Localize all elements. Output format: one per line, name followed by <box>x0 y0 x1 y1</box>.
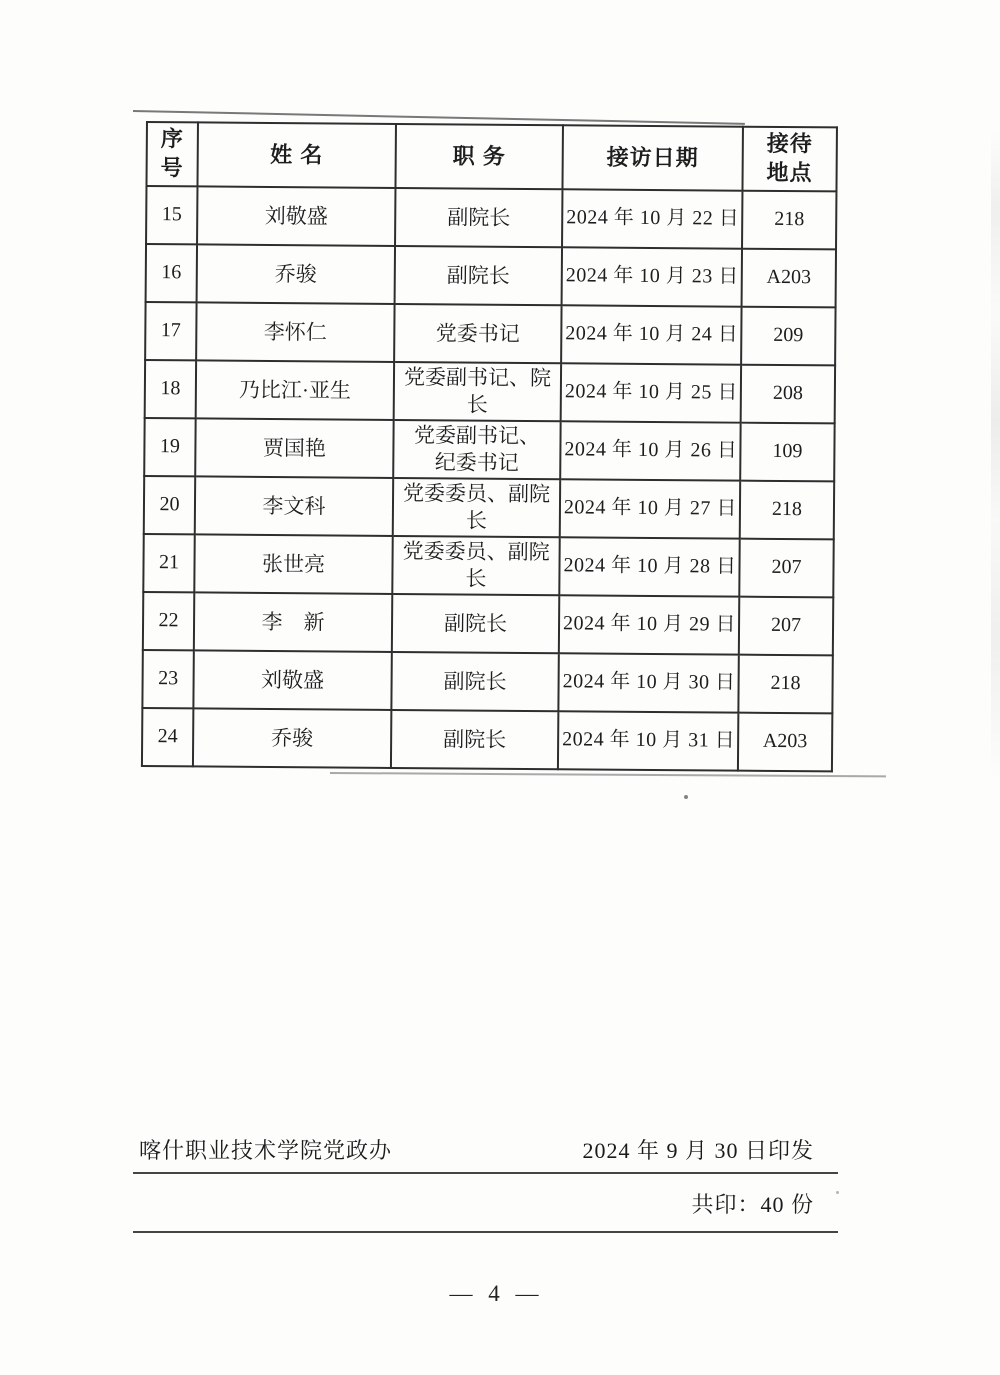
reception-schedule-table <box>141 121 838 772</box>
scan-speck <box>684 795 688 799</box>
name-cell: 刘敬盛 <box>193 650 391 710</box>
position-cell: 副院长 <box>392 594 559 653</box>
colophon-rule-bottom <box>133 1231 838 1233</box>
column-header-serial: 序号 <box>146 122 198 186</box>
serial-number-cell: 16 <box>146 244 197 302</box>
serial-number-cell: 21 <box>143 534 194 592</box>
visit-date-cell: 2024 年 10 月 25 日 <box>561 363 741 422</box>
colophon-copies-line <box>133 1174 838 1231</box>
serial-number-cell: 18 <box>145 360 196 418</box>
table-row <box>145 360 835 423</box>
location-cell: 208 <box>741 365 835 424</box>
serial-number-cell: 24 <box>142 708 193 766</box>
position-cell: 党委书记 <box>394 304 561 363</box>
print-date: 2024 年 9 月 30 日印发 <box>582 1138 814 1163</box>
visit-date-cell: 2024 年 10 月 31 日 <box>558 711 738 770</box>
serial-number-cell: 17 <box>145 302 196 360</box>
column-header-position: 职 务 <box>395 124 562 189</box>
location-cell: A203 <box>742 249 836 308</box>
table-row <box>144 476 834 539</box>
column-header-name: 姓 名 <box>197 122 395 188</box>
visit-date-cell: 2024 年 10 月 22 日 <box>562 189 742 248</box>
location-cell: 109 <box>740 423 834 482</box>
position-cell: 党委委员、副院 长 <box>392 536 559 595</box>
scan-edge-smudge <box>991 130 1000 780</box>
visit-date-cell: 2024 年 10 月 29 日 <box>559 595 739 654</box>
name-cell: 贾国艳 <box>195 418 393 478</box>
name-cell: 乃比江·亚生 <box>196 360 394 420</box>
location-cell: 218 <box>740 481 834 540</box>
table-row <box>143 592 833 655</box>
colophon-issue-line <box>133 1134 838 1172</box>
location-cell: 207 <box>739 597 833 656</box>
location-cell: A203 <box>738 713 832 772</box>
visit-date-cell: 2024 年 10 月 27 日 <box>560 479 740 538</box>
position-cell: 副院长 <box>391 710 558 769</box>
table-row <box>146 186 836 249</box>
name-cell: 张世亮 <box>194 534 392 594</box>
position-cell: 副院长 <box>395 188 562 247</box>
visit-date-cell: 2024 年 10 月 26 日 <box>560 421 740 480</box>
table-row <box>142 708 832 771</box>
location-cell: 209 <box>741 307 835 366</box>
column-header-location: 接待 地点 <box>742 127 836 192</box>
serial-number-cell: 23 <box>142 650 193 708</box>
visit-date-cell: 2024 年 10 月 28 日 <box>559 537 739 596</box>
position-cell: 党委副书记、 纪委书记 <box>393 420 560 479</box>
table-row <box>145 302 835 365</box>
visit-date-cell: 2024 年 10 月 23 日 <box>562 247 742 306</box>
name-cell: 李 新 <box>194 592 392 652</box>
location-cell: 218 <box>738 655 832 714</box>
name-cell: 乔骏 <box>197 244 395 304</box>
table-row <box>144 418 834 481</box>
visit-date-cell: 2024 年 10 月 24 日 <box>561 305 741 364</box>
table-row <box>143 534 833 597</box>
position-cell: 副院长 <box>391 652 558 711</box>
visit-date-cell: 2024 年 10 月 30 日 <box>558 653 738 712</box>
scan-artifact-bottom-line <box>330 772 886 777</box>
name-cell: 乔骏 <box>193 708 391 768</box>
name-cell: 李文科 <box>195 476 393 536</box>
page-number <box>0 1281 988 1307</box>
page-number-label: — 4 — <box>449 1281 539 1306</box>
serial-number-cell: 19 <box>144 418 195 476</box>
table-header-row <box>146 122 836 191</box>
serial-number-cell: 20 <box>144 476 195 534</box>
table-row <box>146 244 836 307</box>
reception-schedule-table-wrap <box>141 121 836 772</box>
serial-number-cell: 15 <box>146 186 197 244</box>
serial-number-cell: 22 <box>143 592 194 650</box>
column-header-visit-date: 接访日期 <box>562 125 742 190</box>
table-row <box>142 650 832 713</box>
issuing-office: 喀什职业技术学院党政办 <box>139 1138 393 1163</box>
position-cell: 党委委员、副院 长 <box>393 478 560 537</box>
location-cell: 218 <box>742 191 836 250</box>
position-cell: 副院长 <box>395 246 562 305</box>
colophon <box>133 1134 838 1233</box>
position-cell: 党委副书记、院 长 <box>394 362 561 421</box>
name-cell: 刘敬盛 <box>197 186 395 246</box>
name-cell: 李怀仁 <box>196 302 394 362</box>
copies-count: 共印：40 份 <box>691 1192 814 1217</box>
location-cell: 207 <box>739 539 833 598</box>
